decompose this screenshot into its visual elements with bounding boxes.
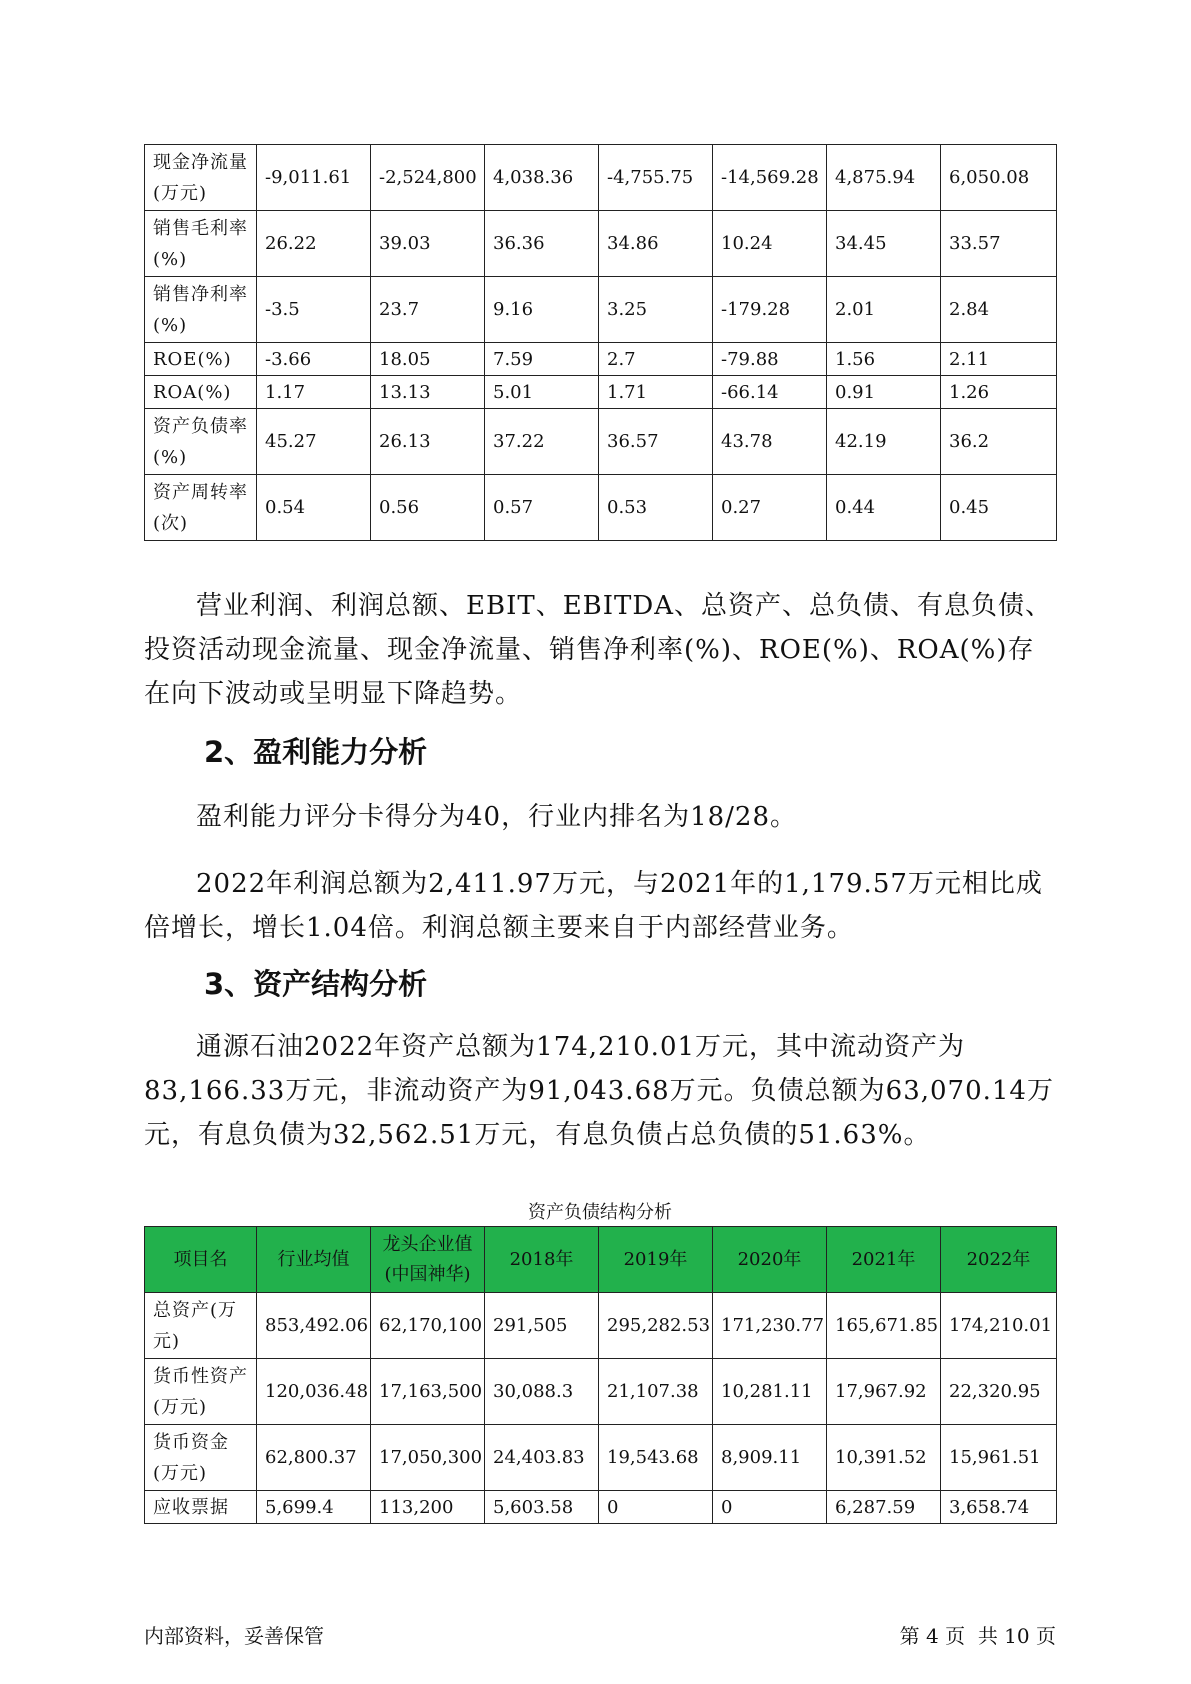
- table-cell: 120,036.48: [257, 1359, 371, 1425]
- table-cell: 17,050,300: [371, 1425, 485, 1491]
- table-cell: 2.84: [941, 277, 1057, 343]
- profit-growth-paragraph: 2022年利润总额为2,411.97万元，与2021年的1,179.57万元相比成倍增长，增长1.04倍。利润总额主要来自于内部经营业务。: [144, 869, 1043, 943]
- profitability-score-paragraph: 盈利能力评分卡得分为40，行业内排名为18/28。: [196, 802, 798, 832]
- column-header: 项目名: [145, 1227, 257, 1293]
- row-label: 销售毛利率(%): [145, 211, 257, 277]
- table-cell: 5.01: [485, 376, 599, 409]
- table-cell: 853,492.06: [257, 1293, 371, 1359]
- row-label: 总资产(万元): [145, 1293, 257, 1359]
- table-row: [145, 211, 1057, 277]
- trend-summary-paragraph: 营业利润、利润总额、EBIT、EBITDA、总资产、总负债、有息负债、投资活动现金流量、现金净流量、销售净利率(%)、ROE(%)、ROA(%)存在向下波动或呈明显下降趋势。: [144, 591, 1053, 709]
- table-cell: 4,875.94: [827, 145, 941, 211]
- footer-confidential-note: 内部资料，妥善保管: [144, 1624, 324, 1648]
- table-cell: 0.45: [941, 475, 1057, 541]
- table-cell: 26.13: [371, 409, 485, 475]
- table-cell: 43.78: [713, 409, 827, 475]
- column-header: 龙头企业值(中国神华): [371, 1227, 485, 1293]
- table-cell: 42.19: [827, 409, 941, 475]
- table-row: [145, 409, 1057, 475]
- table-row: [145, 1359, 1057, 1425]
- row-label: 应收票据: [145, 1491, 257, 1524]
- table-cell: -66.14: [713, 376, 827, 409]
- table-cell: -3.66: [257, 343, 371, 376]
- table-cell: 0: [599, 1491, 713, 1524]
- table-cell: 30,088.3: [485, 1359, 599, 1425]
- table-row: [145, 475, 1057, 541]
- row-label: 销售净利率(%): [145, 277, 257, 343]
- table-cell: 1.56: [827, 343, 941, 376]
- column-header: 2020年: [713, 1227, 827, 1293]
- column-header: 2018年: [485, 1227, 599, 1293]
- table-cell: 2.11: [941, 343, 1057, 376]
- table-cell: 291,505: [485, 1293, 599, 1359]
- table-caption: 资产负债结构分析: [528, 1202, 672, 1223]
- table-row: [145, 343, 1057, 376]
- table-cell: -4,755.75: [599, 145, 713, 211]
- column-header: 行业均值: [257, 1227, 371, 1293]
- table-cell: -9,011.61: [257, 145, 371, 211]
- table-cell: 34.45: [827, 211, 941, 277]
- table-cell: 0.53: [599, 475, 713, 541]
- table-cell: 3,658.74: [941, 1491, 1057, 1524]
- table-cell: 8,909.11: [713, 1425, 827, 1491]
- table-cell: 33.57: [941, 211, 1057, 277]
- table-cell: 34.86: [599, 211, 713, 277]
- column-header: 2019年: [599, 1227, 713, 1293]
- section-heading-asset-structure: 3、资产结构分析: [204, 967, 428, 1001]
- table-row: [145, 277, 1057, 343]
- table-cell: 4,038.36: [485, 145, 599, 211]
- table-cell: 62,170,100: [371, 1293, 485, 1359]
- table-cell: 5,699.4: [257, 1491, 371, 1524]
- asset-structure-paragraph: 通源石油2022年资产总额为174,210.01万元，其中流动资产为83,166.33万元，非流动资产为91,043.68万元。负债总额为63,070.14万元，有息负债为32,562.51万元，有息负债占总负债的51.63%。: [144, 1032, 1054, 1150]
- table-row: [145, 1425, 1057, 1491]
- table-cell: 10,391.52: [827, 1425, 941, 1491]
- table-cell: 0.57: [485, 475, 599, 541]
- table-cell: 165,671.85: [827, 1293, 941, 1359]
- column-header: 2022年: [941, 1227, 1057, 1293]
- table-cell: 13.13: [371, 376, 485, 409]
- table-cell: 22,320.95: [941, 1359, 1057, 1425]
- table-cell: 171,230.77: [713, 1293, 827, 1359]
- table-cell: 0.44: [827, 475, 941, 541]
- financial-indicators-table: [144, 144, 1057, 541]
- table-cell: 39.03: [371, 211, 485, 277]
- table-cell: 0.91: [827, 376, 941, 409]
- column-header: 2021年: [827, 1227, 941, 1293]
- table-cell: 37.22: [485, 409, 599, 475]
- table-cell: -14,569.28: [713, 145, 827, 211]
- row-label: 现金净流量(万元): [145, 145, 257, 211]
- row-label: ROA(%): [145, 376, 257, 409]
- table-cell: 36.2: [941, 409, 1057, 475]
- table-cell: 1.26: [941, 376, 1057, 409]
- table-cell: 174,210.01: [941, 1293, 1057, 1359]
- table-cell: 23.7: [371, 277, 485, 343]
- row-label: 货币性资产(万元): [145, 1359, 257, 1425]
- table-cell: 0: [713, 1491, 827, 1524]
- table-cell: 0.56: [371, 475, 485, 541]
- table-cell: 0.54: [257, 475, 371, 541]
- table-header-row: [145, 1227, 1057, 1293]
- table-cell: -79.88: [713, 343, 827, 376]
- table-cell: 17,163,500: [371, 1359, 485, 1425]
- row-label: 资产周转率(次): [145, 475, 257, 541]
- table-cell: 10.24: [713, 211, 827, 277]
- table-cell: 18.05: [371, 343, 485, 376]
- table-row: [145, 376, 1057, 409]
- table-cell: 21,107.38: [599, 1359, 713, 1425]
- table-cell: 6,050.08: [941, 145, 1057, 211]
- table-cell: 113,200: [371, 1491, 485, 1524]
- table-cell: 10,281.11: [713, 1359, 827, 1425]
- row-label: ROE(%): [145, 343, 257, 376]
- table-cell: 36.57: [599, 409, 713, 475]
- table-cell: 45.27: [257, 409, 371, 475]
- table-cell: -3.5: [257, 277, 371, 343]
- table-cell: 15,961.51: [941, 1425, 1057, 1491]
- table-row: [145, 145, 1057, 211]
- table-cell: -179.28: [713, 277, 827, 343]
- table-cell: 1.17: [257, 376, 371, 409]
- table-cell: 36.36: [485, 211, 599, 277]
- table-row: [145, 1491, 1057, 1524]
- table-cell: 295,282.53: [599, 1293, 713, 1359]
- table-cell: 19,543.68: [599, 1425, 713, 1491]
- row-label: 资产负债率(%): [145, 409, 257, 475]
- table-cell: 6,287.59: [827, 1491, 941, 1524]
- table-cell: 17,967.92: [827, 1359, 941, 1425]
- table-cell: -2,524,800: [371, 145, 485, 211]
- table-cell: 3.25: [599, 277, 713, 343]
- table-cell: 62,800.37: [257, 1425, 371, 1491]
- table-cell: 0.27: [713, 475, 827, 541]
- section-heading-profitability: 2、盈利能力分析: [204, 735, 428, 769]
- table-row: [145, 1293, 1057, 1359]
- row-label: 货币资金(万元): [145, 1425, 257, 1491]
- table-cell: 24,403.83: [485, 1425, 599, 1491]
- table-cell: 26.22: [257, 211, 371, 277]
- table-cell: 2.01: [827, 277, 941, 343]
- asset-liability-table: [144, 1226, 1057, 1524]
- table-cell: 9.16: [485, 277, 599, 343]
- footer-page-number: 第 4 页 共 10 页: [899, 1624, 1056, 1648]
- table-cell: 7.59: [485, 343, 599, 376]
- table-cell: 1.71: [599, 376, 713, 409]
- table-cell: 5,603.58: [485, 1491, 599, 1524]
- table-cell: 2.7: [599, 343, 713, 376]
